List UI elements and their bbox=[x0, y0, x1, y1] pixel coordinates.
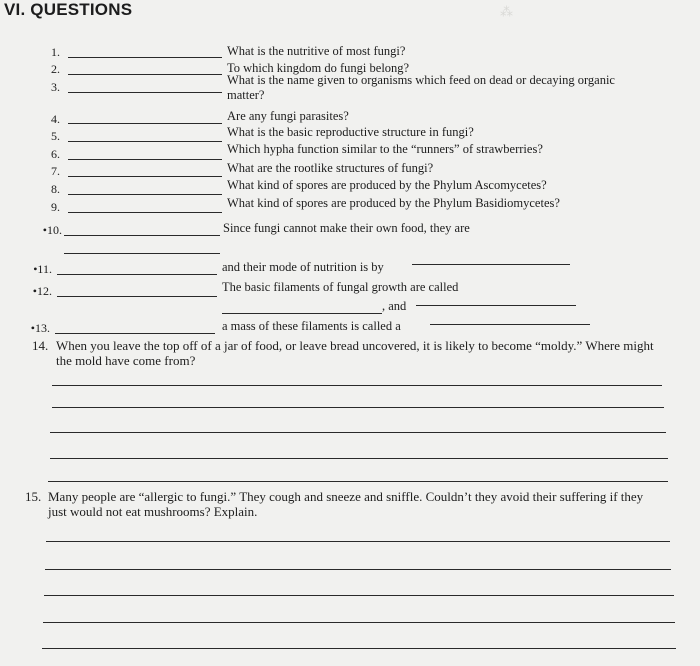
question-7-answer-line[interactable] bbox=[68, 176, 222, 177]
question-10-answer-line[interactable] bbox=[64, 235, 220, 236]
question-15-answer-line-3[interactable] bbox=[44, 595, 674, 596]
question-14-text: When you leave the top off of a jar of food, or leave bread uncovered, it is likely to become “moldy.” Where might the mold have come from? bbox=[56, 338, 654, 368]
question-15-answer-line-4[interactable] bbox=[43, 622, 675, 623]
question-4-text: Are any fungi parasites? bbox=[227, 109, 349, 123]
question-13-answer-line-2[interactable] bbox=[430, 324, 590, 325]
question-10-answer-line-2[interactable] bbox=[64, 253, 220, 254]
question-14-answer-line-3[interactable] bbox=[50, 432, 666, 433]
bleed-through-mark: ⁂ bbox=[500, 4, 514, 19]
question-11-number: •11. bbox=[33, 262, 52, 276]
question-15-number: 15. bbox=[25, 489, 42, 504]
question-7-text: What are the rootlike structures of fungi? bbox=[227, 161, 434, 175]
question-12-answer-line-2[interactable] bbox=[222, 313, 382, 314]
question-12-answer-line[interactable] bbox=[57, 296, 217, 297]
question-5-number: 5. bbox=[51, 129, 60, 143]
question-14-number: 14. bbox=[32, 338, 49, 353]
question-8-text: What kind of spores are produced by the Phylum Ascomycetes? bbox=[227, 178, 547, 192]
question-5-text: What is the basic reproductive structure in fungi? bbox=[227, 125, 474, 139]
question-15-answer-line-1[interactable] bbox=[46, 541, 670, 542]
question-2-number: 2. bbox=[51, 62, 60, 76]
question-12-conjunction: , and bbox=[382, 299, 407, 313]
question-3-text: What is the name given to organisms which feed on dead or decaying organic matter? bbox=[227, 73, 615, 102]
question-13-text: a mass of these filaments is called a bbox=[222, 319, 401, 333]
question-3-number: 3. bbox=[51, 80, 60, 94]
question-6-text: Which hypha function similar to the “runners” of strawberries? bbox=[227, 142, 543, 156]
question-4-number: 4. bbox=[51, 112, 60, 126]
question-11-answer-line-2[interactable] bbox=[412, 264, 570, 265]
question-9-number: 9. bbox=[51, 200, 60, 214]
section-title: VI. QUESTIONS bbox=[4, 0, 133, 19]
question-13-answer-line[interactable] bbox=[55, 333, 215, 334]
question-6-number: 6. bbox=[51, 147, 60, 161]
question-1-number: 1. bbox=[51, 45, 60, 59]
question-7-number: 7. bbox=[51, 164, 60, 178]
question-10-text: Since fungi cannot make their own food, they are bbox=[223, 221, 470, 235]
question-1-answer-line[interactable] bbox=[68, 57, 222, 58]
question-13-number: •13. bbox=[30, 321, 50, 335]
question-4-answer-line[interactable] bbox=[68, 123, 222, 124]
question-10-number: •10. bbox=[42, 223, 62, 237]
question-14-answer-line-5[interactable] bbox=[48, 481, 668, 482]
question-12-answer-line-3[interactable] bbox=[416, 305, 576, 306]
question-5-answer-line[interactable] bbox=[68, 141, 222, 142]
question-14-answer-line-2[interactable] bbox=[52, 407, 664, 408]
question-15-answer-line-2[interactable] bbox=[45, 569, 671, 570]
question-8-answer-line[interactable] bbox=[68, 194, 222, 195]
question-11-answer-line[interactable] bbox=[57, 274, 217, 275]
question-2-answer-line[interactable] bbox=[68, 74, 222, 75]
question-12-text: The basic filaments of fungal growth are called bbox=[222, 280, 459, 294]
question-3-answer-line[interactable] bbox=[68, 92, 222, 93]
question-9-text: What kind of spores are produced by the Phylum Basidiomycetes? bbox=[227, 196, 560, 210]
question-14-answer-line-1[interactable] bbox=[52, 385, 662, 386]
question-15-text: Many people are “allergic to fungi.” They cough and sneeze and sniffle. Couldn’t they avoid their suffering if they just would not eat mushrooms? Explain. bbox=[48, 489, 644, 519]
question-12-number: •12. bbox=[32, 284, 52, 298]
question-11-text: and their mode of nutrition is by bbox=[222, 260, 384, 274]
question-6-answer-line[interactable] bbox=[68, 159, 222, 160]
question-14-answer-line-4[interactable] bbox=[50, 458, 668, 459]
question-1-text: What is the nutritive of most fungi? bbox=[227, 44, 406, 58]
question-9-answer-line[interactable] bbox=[68, 212, 222, 213]
question-8-number: 8. bbox=[51, 182, 60, 196]
question-15-answer-line-5[interactable] bbox=[42, 648, 676, 649]
question-2-text: To which kingdom do fungi belong? bbox=[227, 61, 410, 75]
